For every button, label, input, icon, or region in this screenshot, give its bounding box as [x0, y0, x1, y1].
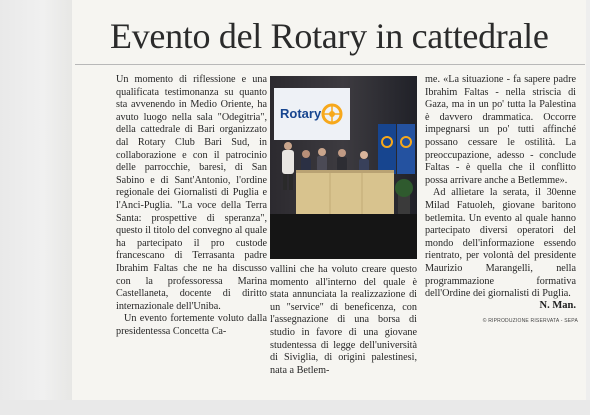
conference-table [296, 170, 394, 214]
paragraph: Ad allietare la serata, il 30enne Milad Fatuoleh, giovane baritono betlemita. Un evento al quale hanno partecipato diversi operatori del mondo dell'informazione essendo rientrato, per volontà del presidente Maurizio Marangelli, nella programmazione formativa dell'Ordine dei giornalisti di Puglia. [425, 187, 576, 300]
paragraph: Un evento fortemente voluto dalla presidentessa Concetta Ca- [116, 313, 267, 337]
event-photo-illustration [270, 76, 417, 259]
page-fold-shadow [0, 0, 72, 415]
author-signature: N. Man. [539, 300, 576, 311]
column-2 [270, 264, 417, 377]
reproduction-notice: © RIPRODUZIONE RISERVATA - SEPA [482, 318, 578, 324]
paragraph: Un momento di riflessione e una qualificata testimonanza su quanto sta avvenendo in Medio Oriente, ha avuto luogo nella sala "Odegitria", della cattedrale di Bari organizzato dal Rotary Club Bari Sud, in collaborazione e con il patrocinio delle parrocchie, baresi, di San Sabino e di Sant'Antonio, l'ordine regionale dei Giornalisti di Puglia e l'Anci-Puglia. "La voce della Terra Santa: prospettive di speranza", questo il titolo del convegno al quale ha partecipato il pro custode francescano di Terrasanta padre Ibrahim Faltas che ne ha discusso con la professoressa Marina Castellaneta, docente di diritto internazionale dell'Uniba. [116, 74, 267, 312]
paragraph: vallini che ha voluto creare questo momento all'interno del quale è stata annunciata la realizzazione di un "service" di beneficenza, con l'assegnazione di una borsa di studio in favore di una giovane studentessa di legge dell'università di Siviglia, di origini palestinesi, nata a Betlem- [270, 264, 417, 376]
bottom-margin [0, 400, 590, 415]
rotary-roll-up-banner [378, 124, 396, 174]
rotary-banner-text: Rotary [280, 106, 322, 121]
headline-rule [75, 64, 585, 65]
paragraph: me. «La situazione - fa sapere padre Ibrahim Faltas - nella striscia di Gaza, ma in un po' tutta la Palestina è davvero drammatica. Occorre impegnarsi un po' tutti affinché possano cessare le ostilità. La preoccupazione, adesso - conclude Faltas - è quella che il conflitto possa arrivare anche a Betlemme». [425, 74, 576, 186]
column-1 [116, 74, 267, 338]
headline: Evento del Rotary in cattedrale [110, 16, 549, 56]
column-3 [425, 74, 576, 301]
rotary-wheel-icon [323, 105, 341, 123]
rotary-roll-up-banner [397, 124, 415, 174]
event-photo [270, 76, 417, 259]
